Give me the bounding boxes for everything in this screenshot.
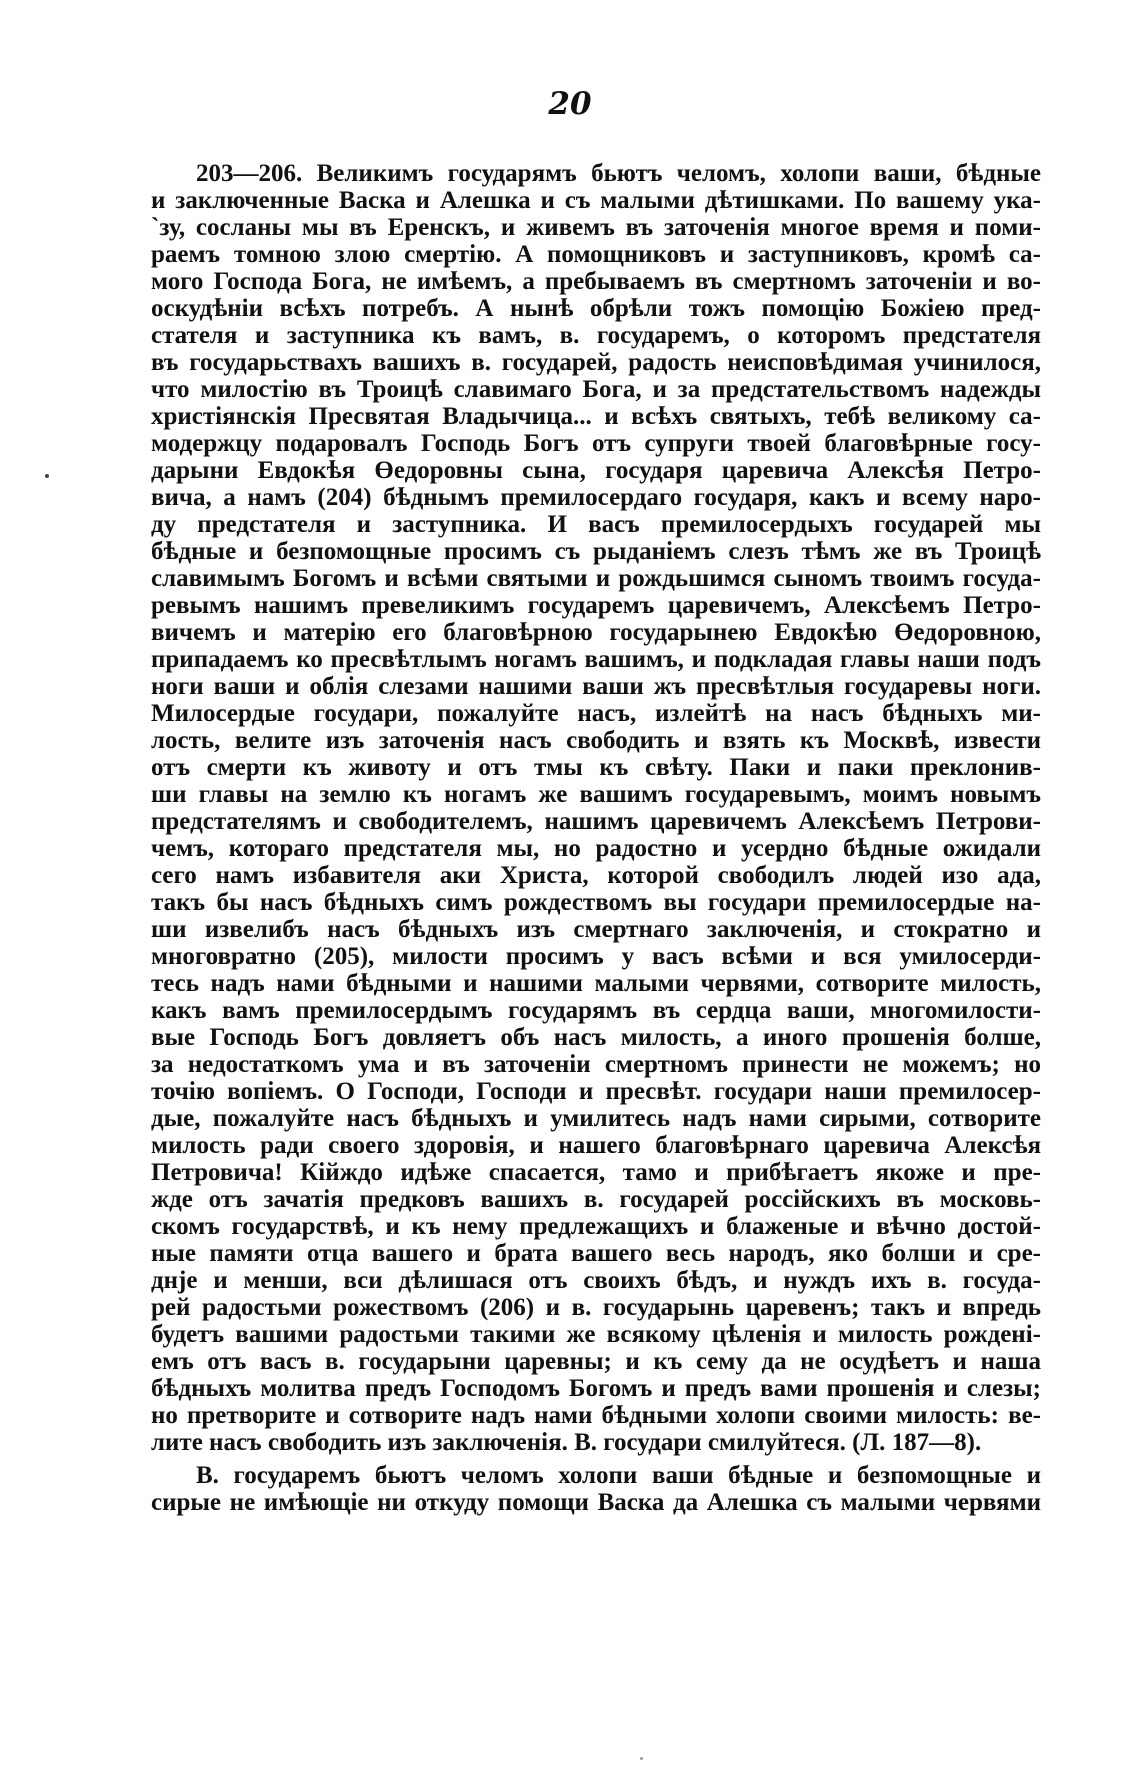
text-line: бѣдныхъ молитва предъ Господомъ Богомъ и предъ вами прошенія и слезы; — [151, 1375, 1041, 1402]
text-line: милость ради своего здоровія, и нашего благовѣрнаго царевича Алексѣя — [151, 1132, 1041, 1159]
text-line: вичемъ и матерію его благовѣрною государынею Евдокѣю Өедоровною, — [151, 619, 1041, 646]
text-line: предстателямъ и свободителемъ, нашимъ царевичемъ Алексѣемъ Петрови- — [151, 808, 1041, 835]
text-line: и заключенные Васка и Алешка и съ малыми дѣтишками. По вашему ука- — [151, 187, 1041, 214]
text-line: ные памяти отца вашего и брата вашего весь народъ, яко болши и сре- — [151, 1240, 1041, 1267]
text-line: оскудѣнiи всѣхъ потребъ. А нынѣ обрѣли тожъ помощію Божiею пред- — [151, 295, 1041, 322]
text-line: модержцу подаровалъ Господь Богъ отъ супруги твоей благовѣрные госу- — [151, 430, 1041, 457]
text-line: дые, пожалуйте насъ бѣдныхъ и умилитесь надъ нами сирыми, сотворите — [151, 1105, 1041, 1132]
text-line: стателя и заступника къ вамъ, в. государемъ, о которомъ предстателя — [151, 322, 1041, 349]
text-line: бѣдные и безпомощные просимъ съ рыданіемъ слезъ тѣмъ же въ Троицѣ — [151, 538, 1041, 565]
scan-speck — [45, 474, 49, 478]
page-number: 20 — [548, 86, 592, 122]
text-line: въ государьствахъ вашихъ в. государей, радость неисповѣдимая учинилося, — [151, 349, 1041, 376]
text-line: но претворите и сотворите надъ нами бѣдными холопи своими милость: ве- — [151, 1402, 1041, 1429]
scan-speck — [640, 1757, 643, 1760]
text-line: ревымъ нашимъ превеликимъ государемъ царевичемъ, Алексѣемъ Петро- — [151, 592, 1041, 619]
text-line: отъ смерти къ животу и отъ тмы къ свѣту. Паки и паки преклонив- — [151, 754, 1041, 781]
text-line: будетъ вашими радостьми такими же всякому цѣленія и милость рожденi- — [151, 1321, 1041, 1348]
text-line: раемъ томною злою смертію. А помощниковъ и заступниковъ, кромѣ са- — [151, 241, 1041, 268]
text-line: сего намъ избавителя аки Христа, которой свободилъ людей изо ада, — [151, 862, 1041, 889]
body-text — [151, 160, 1041, 1516]
text-line: точію вопіемъ. О Господи, Господи и пресвѣт. государи наши премилосер- — [151, 1078, 1041, 1105]
text-line: такъ бы насъ бѣдныхъ симъ рождествомъ вы государи премилосердые на- — [151, 889, 1041, 916]
text-line: лите насъ свободить изъ заключенія. В. государи смилуйтеся. (Л. 187—8). — [151, 1429, 982, 1456]
text-line: Милосердые государи, пожалуйте насъ, излейтѣ на насъ бѣдныхъ ми- — [151, 700, 1041, 727]
text-line: ду предстателя и заступника. И васъ премилосердыхъ государей мы — [151, 511, 1041, 538]
text-line: какъ вамъ премилосердымъ государямъ въ сердца ваши, многомилости- — [151, 997, 1041, 1024]
text-line: `зу, сосланы мы въ Еренскъ, и живемъ въ заточенія многое время и поми- — [151, 214, 1041, 241]
text-line: скомъ государствѣ, и къ нему предлежащихъ и блаженые и вѣчно достой- — [151, 1213, 1041, 1240]
text-line: ноги ваши и облія слезами нашими ваши жъ пресвѣтлыя государевы ноги. — [151, 673, 1041, 700]
text-line: В. государемъ бьютъ челомъ холопи ваши бѣдные и безпомощные и — [196, 1462, 1041, 1489]
text-line: многовратно (205), милости просимъ у васъ всѣми и вся умилосерди- — [151, 943, 1041, 970]
text-line: дарыни Евдокѣя Өедоровны сына, государя царевича Алексѣя Петро- — [151, 457, 1041, 484]
paragraph-petition-203-206 — [151, 160, 1041, 1456]
text-line: что милостію въ Троицѣ славимаго Бога, и за предстательствомъ надежды — [151, 376, 1041, 403]
text-line: лость, велите изъ заточенія насъ свободить и взять къ Москвѣ, извести — [151, 727, 1041, 754]
text-line: христіянскія Пресвятая Владычица... и всѣхъ святыхъ, тебѣ великому са- — [151, 403, 1041, 430]
text-line: тесь надъ нами бѣдными и нашими малыми червями, сотворите милость, — [151, 970, 1041, 997]
text-line: припадаемъ ко пресвѣтлымъ ногамъ вашимъ, и подкладая главы наши подъ — [151, 646, 1041, 673]
text-line: славимымъ Богомъ и всѣми святыми и рождьшимся сыномъ твоимъ госуда- — [151, 565, 1041, 592]
text-line: емъ отъ васъ в. государыни царевны; и къ сему да не осудѣетъ и наша — [151, 1348, 1041, 1375]
text-line: за недостаткомъ ума и въ заточеніи смертномъ принести не можемъ; но — [151, 1051, 1041, 1078]
text-line: рей радостьми рожествомъ (206) и в. государынь царевенъ; такъ и впредь — [151, 1294, 1041, 1321]
text-line: вича, а намъ (204) бѣднымъ премилосердаго государя, какъ и всему наро- — [151, 484, 1041, 511]
text-line: вые Господь Богъ довляетъ объ насъ милость, а иного прошенія болше, — [151, 1024, 1041, 1051]
text-line: мого Господа Бога, не имѣемъ, а пребываемъ въ смертномъ заточенiи и во- — [151, 268, 1041, 295]
text-line: ши извелибъ насъ бѣдныхъ изъ смертнаго заключенія, и стократно и — [151, 916, 1041, 943]
text-line: сирые не имѣющіе ни откуду помощи Васка да Алешка съ малыми червями — [151, 1489, 1041, 1516]
text-line: Петровича! Кійждо идѣже спасается, тамо и прибѣгаетъ якоже и пре- — [151, 1159, 1041, 1186]
text-line: жде отъ зачатія предковъ вашихъ в. государей россійскихъ въ московь- — [151, 1186, 1041, 1213]
text-line: ши главы на землю къ ногамъ же вашимъ государевымъ, моимъ новымъ — [151, 781, 1041, 808]
text-line: 203—206. Великимъ государямъ бьютъ челомъ, холопи ваши, бѣдные — [196, 160, 1041, 187]
paragraph-petition-next — [151, 1462, 1041, 1516]
text-line: днје и менши, вси дѣлишася отъ своихъ бѣдъ, и нуждъ ихъ в. госуда- — [151, 1267, 1041, 1294]
text-line: чемъ, котораго предстателя мы, но радостно и усердно бѣдные ожидали — [151, 835, 1041, 862]
